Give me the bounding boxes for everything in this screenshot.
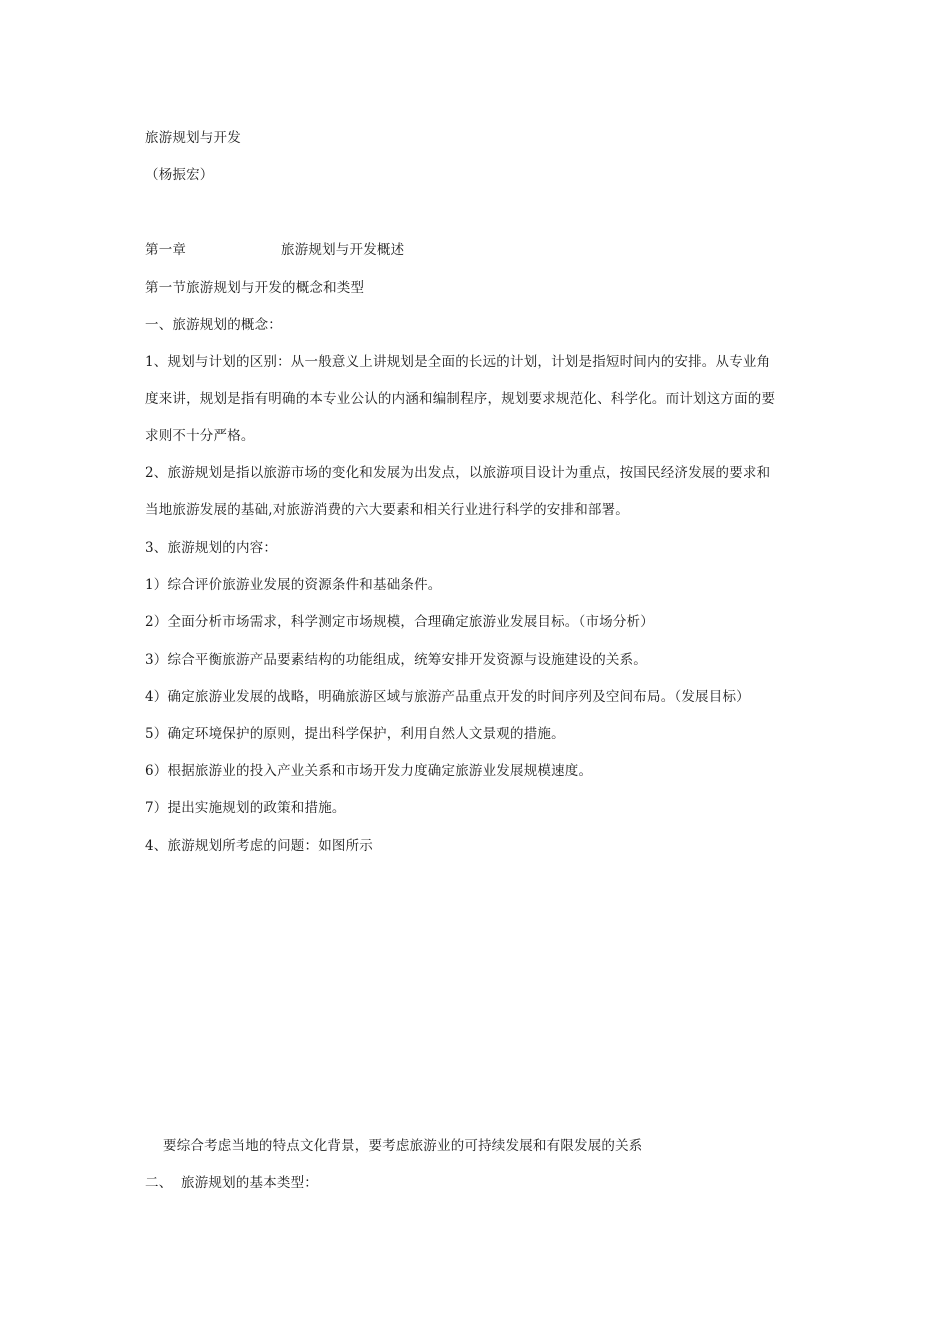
chapter-title: 旅游规划与开发概述: [281, 242, 405, 258]
content-item: 4）确定旅游业发展的战略，明确旅游区域与旅游产品重点开发的时间序列及空间布局。（发展目标）: [145, 689, 750, 705]
paragraph-2-line-2: 当地旅游发展的基础,对旅游消费的六大要素和相关行业进行科学的安排和部署。: [145, 502, 629, 518]
heading-basic-types-number: 二、: [145, 1175, 173, 1191]
paragraph-2-line-1: 2、旅游规划是指以旅游市场的变化和发展为出发点，以旅游项目设计为重点，按国民经济发展的要求和: [145, 465, 771, 481]
heading-basic-types-text: 旅游规划的基本类型：: [181, 1175, 318, 1191]
content-item: 1）综合评价旅游业发展的资源条件和基础条件。: [145, 577, 442, 593]
chapter-heading: [145, 241, 404, 259]
figure-caption: 要综合考虑当地的特点文化背景，要考虑旅游业的可持续发展和有限发展的关系: [163, 1138, 643, 1154]
content-item: 2）全面分析市场需求，科学测定市场规模，合理确定旅游业发展目标。（市场分析）: [145, 614, 654, 630]
paragraph-4: 4、旅游规划所考虑的问题：如图所示: [145, 838, 373, 854]
heading-concept: 一、旅游规划的概念：: [145, 317, 282, 333]
paragraph-1-line-3: 求则不十分严格。: [145, 428, 255, 444]
document-title: 旅游规划与开发: [145, 130, 241, 146]
paragraph-3-heading: 3、旅游规划的内容：: [145, 540, 278, 556]
content-item: 7）提出实施规划的政策和措施。: [145, 800, 346, 816]
content-item: 6）根据旅游业的投入产业关系和市场开发力度确定旅游业发展规模速度。: [145, 763, 593, 779]
paragraph-1-line-1: 1、规划与计划的区别：从一般意义上讲规划是全面的长远的计划，计划是指短时间内的安排。从专业角: [145, 354, 771, 370]
document-author: （杨振宏）: [145, 167, 214, 183]
heading-basic-types: [145, 1174, 318, 1192]
content-item: 5）确定环境保护的原则，提出科学保护，利用自然人文景观的措施。: [145, 726, 565, 742]
section-title: 第一节旅游规划与开发的概念和类型: [145, 280, 365, 296]
paragraph-1-line-2: 度来讲，规划是指有明确的本专业公认的内涵和编制程序，规划要求规范化、科学化。而计划这方面的要: [145, 391, 776, 407]
chapter-number: 第一章: [145, 242, 187, 258]
content-item: 3）综合平衡旅游产品要素结构的功能组成，统筹安排开发资源与设施建设的关系。: [145, 652, 647, 668]
